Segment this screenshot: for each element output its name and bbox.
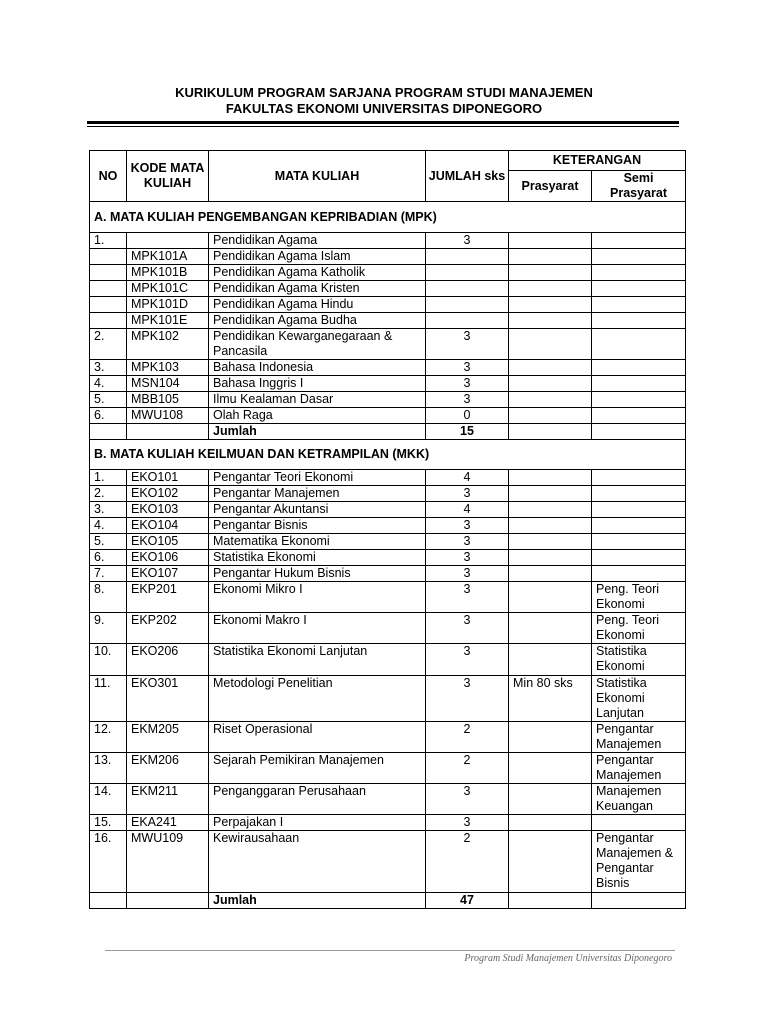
cell-sks: 3 [426, 233, 509, 249]
cell-kode: MPK101B [127, 265, 209, 281]
cell-prasyarat [509, 550, 592, 566]
cell-no: 1. [90, 470, 127, 486]
table-row [90, 502, 686, 518]
cell-prasyarat [509, 329, 592, 360]
cell-kode: EKO104 [127, 518, 209, 534]
cell-kode: EKO101 [127, 470, 209, 486]
table-row [90, 613, 686, 644]
cell-semi-prasyarat: Pengantar Manajemen [592, 722, 686, 753]
cell-no: 13. [90, 753, 127, 784]
cell-kode: MPK101A [127, 249, 209, 265]
cell-sks: 3 [426, 518, 509, 534]
total-row [90, 893, 686, 909]
cell-kode: MPK101E [127, 313, 209, 329]
cell-sks [426, 249, 509, 265]
cell-mata-kuliah: Pengantar Manajemen [209, 486, 426, 502]
table-row [90, 470, 686, 486]
cell-sks: 3 [426, 815, 509, 831]
cell-mata-kuliah: Pengantar Hukum Bisnis [209, 566, 426, 582]
cell-sks: 2 [426, 722, 509, 753]
curriculum-table [89, 150, 686, 909]
table-row [90, 831, 686, 893]
cell-no: 3. [90, 502, 127, 518]
cell-no: 8. [90, 582, 127, 613]
cell-no [90, 297, 127, 313]
cell-semi-prasyarat [592, 281, 686, 297]
table-row [90, 249, 686, 265]
table-row [90, 815, 686, 831]
cell-prasyarat [509, 313, 592, 329]
cell-prasyarat [509, 534, 592, 550]
table-row [90, 722, 686, 753]
cell-mata-kuliah: Pengantar Teori Ekonomi [209, 470, 426, 486]
cell-sks: 4 [426, 470, 509, 486]
cell-kode: EKO107 [127, 566, 209, 582]
cell-kode: EKO103 [127, 502, 209, 518]
footer-text: Program Studi Manajemen Universitas Diponegoro [464, 953, 672, 964]
cell-prasyarat [509, 376, 592, 392]
cell-prasyarat [509, 893, 592, 909]
cell-semi-prasyarat [592, 376, 686, 392]
table-row [90, 753, 686, 784]
table-row [90, 281, 686, 297]
header-prasyarat: Prasyarat [509, 171, 592, 202]
cell-mata-kuliah: Pengantar Bisnis [209, 518, 426, 534]
cell-sks: 3 [426, 676, 509, 722]
cell-semi-prasyarat [592, 550, 686, 566]
cell-kode: MBB105 [127, 392, 209, 408]
cell-no: 2. [90, 486, 127, 502]
total-label: Jumlah [209, 424, 426, 440]
cell-semi-prasyarat: Statistika Ekonomi [592, 644, 686, 676]
cell-sks: 3 [426, 550, 509, 566]
cell-mata-kuliah: Riset Operasional [209, 722, 426, 753]
cell-mata-kuliah: Pendidikan Kewarganegaraan & Pancasila [209, 329, 426, 360]
table-row [90, 566, 686, 582]
cell-mata-kuliah: Bahasa Indonesia [209, 360, 426, 376]
cell-mata-kuliah: Sejarah Pemikiran Manajemen [209, 753, 426, 784]
cell-mata-kuliah: Penganggaran Perusahaan [209, 784, 426, 815]
cell-prasyarat [509, 408, 592, 424]
cell-kode: MPK103 [127, 360, 209, 376]
cell-mata-kuliah: Olah Raga [209, 408, 426, 424]
cell-sks: 3 [426, 784, 509, 815]
cell-semi-prasyarat [592, 534, 686, 550]
cell-mata-kuliah: Statistika Ekonomi [209, 550, 426, 566]
cell-kode: EKP201 [127, 582, 209, 613]
cell-kode: MWU108 [127, 408, 209, 424]
cell-prasyarat [509, 784, 592, 815]
cell-mata-kuliah: Pendidikan Agama Islam [209, 249, 426, 265]
cell-no [90, 265, 127, 281]
cell-semi-prasyarat [592, 502, 686, 518]
cell-no: 15. [90, 815, 127, 831]
document-title-line1: KURIKULUM PROGRAM SARJANA PROGRAM STUDI MANAJEMEN [175, 85, 593, 100]
cell-no: 14. [90, 784, 127, 815]
cell-semi-prasyarat [592, 408, 686, 424]
cell-prasyarat [509, 249, 592, 265]
cell-mata-kuliah: Pendidikan Agama Hindu [209, 297, 426, 313]
cell-sks: 3 [426, 376, 509, 392]
cell-sks: 4 [426, 502, 509, 518]
section-heading-row [90, 202, 686, 233]
cell-prasyarat [509, 470, 592, 486]
table-row [90, 392, 686, 408]
cell-semi-prasyarat: Pengantar Manajemen & Pengantar Bisnis [592, 831, 686, 893]
cell-mata-kuliah: Kewirausahaan [209, 831, 426, 893]
cell-sks [426, 265, 509, 281]
header-semi-prasyarat: Semi Prasyarat [592, 171, 686, 202]
cell-no: 6. [90, 408, 127, 424]
section-heading: B. MATA KULIAH KEILMUAN DAN KETRAMPILAN (MKK) [90, 440, 686, 470]
cell-semi-prasyarat [592, 486, 686, 502]
cell-mata-kuliah: Perpajakan I [209, 815, 426, 831]
cell-sks [426, 281, 509, 297]
cell-no [90, 893, 127, 909]
table-row [90, 784, 686, 815]
table-row [90, 360, 686, 376]
table-row [90, 408, 686, 424]
cell-no: 6. [90, 550, 127, 566]
cell-prasyarat [509, 297, 592, 313]
section-heading-row [90, 440, 686, 470]
cell-semi-prasyarat [592, 360, 686, 376]
cell-prasyarat [509, 831, 592, 893]
cell-prasyarat [509, 233, 592, 249]
cell-sks: 3 [426, 534, 509, 550]
cell-kode: EKM206 [127, 753, 209, 784]
cell-no [90, 424, 127, 440]
cell-sks: 0 [426, 408, 509, 424]
cell-mata-kuliah: Pengantar Akuntansi [209, 502, 426, 518]
table-row [90, 644, 686, 676]
cell-sks: 3 [426, 644, 509, 676]
document-title-line2: FAKULTAS EKONOMI UNIVERSITAS DIPONEGORO [225, 101, 543, 116]
cell-mata-kuliah: Bahasa Inggris I [209, 376, 426, 392]
cell-semi-prasyarat: Statistika Ekonomi Lanjutan [592, 676, 686, 722]
cell-sks: 3 [426, 566, 509, 582]
cell-semi-prasyarat [592, 518, 686, 534]
cell-no [90, 249, 127, 265]
cell-kode: MSN104 [127, 376, 209, 392]
cell-sks: 3 [426, 613, 509, 644]
cell-prasyarat: Min 80 sks [509, 676, 592, 722]
cell-sks: 3 [426, 360, 509, 376]
cell-semi-prasyarat [592, 815, 686, 831]
cell-sks: 3 [426, 329, 509, 360]
header-kode: KODE MATA KULIAH [127, 151, 209, 202]
cell-kode: EKM211 [127, 784, 209, 815]
cell-semi-prasyarat [592, 470, 686, 486]
cell-prasyarat [509, 424, 592, 440]
header-rule-thick [87, 121, 679, 124]
cell-kode: EKA241 [127, 815, 209, 831]
table-row [90, 550, 686, 566]
table-row [90, 313, 686, 329]
cell-sks: 3 [426, 582, 509, 613]
footer-rule [105, 950, 675, 951]
cell-semi-prasyarat: Pengantar Manajemen [592, 753, 686, 784]
cell-prasyarat [509, 502, 592, 518]
cell-mata-kuliah: Pendidikan Agama Budha [209, 313, 426, 329]
cell-mata-kuliah: Pendidikan Agama Katholik [209, 265, 426, 281]
total-label: Jumlah [209, 893, 426, 909]
table-row [90, 297, 686, 313]
table-row [90, 582, 686, 613]
cell-semi-prasyarat [592, 297, 686, 313]
table-row [90, 329, 686, 360]
cell-semi-prasyarat [592, 249, 686, 265]
cell-mata-kuliah: Ekonomi Mikro I [209, 582, 426, 613]
cell-kode: EKO301 [127, 676, 209, 722]
cell-prasyarat [509, 486, 592, 502]
cell-no: 4. [90, 376, 127, 392]
header-keterangan: KETERANGAN [509, 151, 686, 171]
table-row [90, 534, 686, 550]
cell-prasyarat [509, 722, 592, 753]
cell-no: 5. [90, 534, 127, 550]
total-value: 15 [426, 424, 509, 440]
cell-prasyarat [509, 582, 592, 613]
cell-kode: EKM205 [127, 722, 209, 753]
cell-no: 5. [90, 392, 127, 408]
cell-mata-kuliah: Ekonomi Makro I [209, 613, 426, 644]
cell-no: 3. [90, 360, 127, 376]
cell-semi-prasyarat: Manajemen Keuangan [592, 784, 686, 815]
cell-kode [127, 893, 209, 909]
cell-mata-kuliah: Statistika Ekonomi Lanjutan [209, 644, 426, 676]
cell-semi-prasyarat [592, 265, 686, 281]
cell-sks: 3 [426, 392, 509, 408]
cell-prasyarat [509, 360, 592, 376]
total-value: 47 [426, 893, 509, 909]
cell-prasyarat [509, 518, 592, 534]
cell-sks: 2 [426, 753, 509, 784]
total-row [90, 424, 686, 440]
table-row [90, 518, 686, 534]
cell-kode: MPK102 [127, 329, 209, 360]
cell-sks: 2 [426, 831, 509, 893]
cell-no: 1. [90, 233, 127, 249]
header-rule-thin [87, 126, 679, 127]
cell-no: 16. [90, 831, 127, 893]
cell-mata-kuliah: Metodologi Penelitian [209, 676, 426, 722]
cell-prasyarat [509, 265, 592, 281]
table-row [90, 486, 686, 502]
cell-sks [426, 297, 509, 313]
cell-semi-prasyarat: Peng. Teori Ekonomi [592, 613, 686, 644]
cell-no: 11. [90, 676, 127, 722]
cell-mata-kuliah: Matematika Ekonomi [209, 534, 426, 550]
cell-prasyarat [509, 613, 592, 644]
table-row [90, 676, 686, 722]
cell-no: 10. [90, 644, 127, 676]
cell-kode: MWU109 [127, 831, 209, 893]
cell-prasyarat [509, 392, 592, 408]
cell-prasyarat [509, 281, 592, 297]
cell-semi-prasyarat: Peng. Teori Ekonomi [592, 582, 686, 613]
cell-no [90, 281, 127, 297]
header-mata-kuliah: MATA KULIAH [209, 151, 426, 202]
cell-semi-prasyarat [592, 566, 686, 582]
cell-kode: EKO105 [127, 534, 209, 550]
cell-sks [426, 313, 509, 329]
cell-semi-prasyarat [592, 233, 686, 249]
cell-kode [127, 233, 209, 249]
cell-prasyarat [509, 753, 592, 784]
table-row [90, 376, 686, 392]
cell-kode: MPK101D [127, 297, 209, 313]
cell-semi-prasyarat [592, 424, 686, 440]
cell-kode: EKP202 [127, 613, 209, 644]
cell-prasyarat [509, 644, 592, 676]
header-no: NO [90, 151, 127, 202]
cell-mata-kuliah: Pendidikan Agama [209, 233, 426, 249]
cell-no: 7. [90, 566, 127, 582]
cell-no: 2. [90, 329, 127, 360]
cell-no: 9. [90, 613, 127, 644]
cell-sks: 3 [426, 486, 509, 502]
cell-kode: EKO102 [127, 486, 209, 502]
cell-no: 4. [90, 518, 127, 534]
cell-kode: EKO206 [127, 644, 209, 676]
cell-no: 12. [90, 722, 127, 753]
cell-no [90, 313, 127, 329]
cell-prasyarat [509, 566, 592, 582]
header-jumlah-sks: JUMLAH sks [426, 151, 509, 202]
cell-mata-kuliah: Ilmu Kealaman Dasar [209, 392, 426, 408]
cell-semi-prasyarat [592, 392, 686, 408]
table-row [90, 233, 686, 249]
cell-kode: EKO106 [127, 550, 209, 566]
cell-semi-prasyarat [592, 893, 686, 909]
cell-kode [127, 424, 209, 440]
table-row [90, 265, 686, 281]
section-heading: A. MATA KULIAH PENGEMBANGAN KEPRIBADIAN (MPK) [90, 202, 686, 233]
cell-mata-kuliah: Pendidikan Agama Kristen [209, 281, 426, 297]
cell-semi-prasyarat [592, 329, 686, 360]
cell-kode: MPK101C [127, 281, 209, 297]
cell-semi-prasyarat [592, 313, 686, 329]
cell-prasyarat [509, 815, 592, 831]
